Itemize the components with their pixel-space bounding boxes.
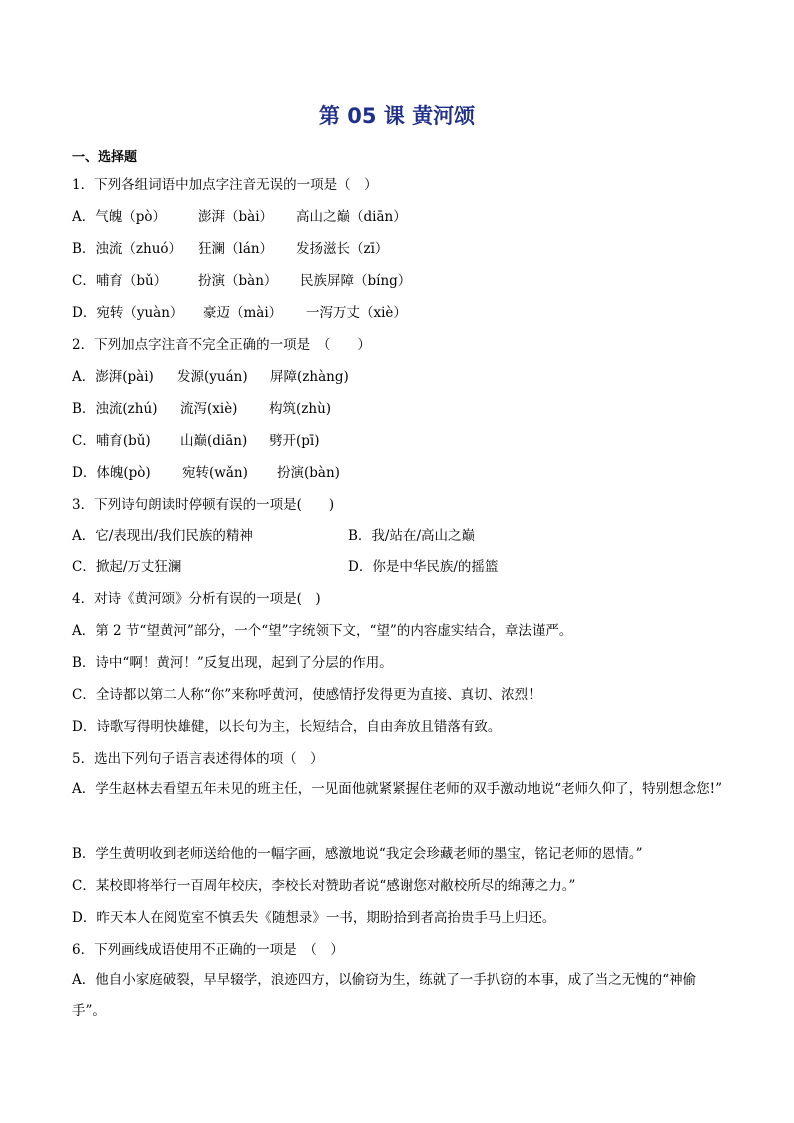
option-d-item-2: 宛转(wǎn) [182, 465, 248, 481]
option-d-item-1: D．体魄(pò) [72, 465, 151, 481]
question-5-option-d: D．昨天本人在阅览室不慎丢失《随想录》一书，期盼拾到者高抬贵手马上归还。 [72, 910, 556, 926]
section-heading: 一、选择题 [72, 150, 138, 165]
question-5-option-a: A．学生赵林去看望五年未见的班主任，一见面他就紧紧握住老师的双手激动地说“老师久仰了，特别想念您!” [72, 781, 722, 797]
question-4-stem: 4．对诗《黄河颂》分析有误的一项是( ) [72, 591, 321, 607]
question-1-stem: 1．下列各组词语中加点字注音无误的一项是（ ） [72, 177, 378, 193]
question-5-option-c: C．某校即将举行一百周年校庆，李校长对赞助者说“感谢您对敝校所尽的绵薄之力。” [72, 878, 576, 894]
question-5-stem: 5．选出下列句子语言表述得体的项（ ） [72, 751, 324, 767]
question-4-option-b: B．诗中“啊！黄河！”反复出现，起到了分层的作用。 [72, 655, 393, 671]
option-a-item-1: A．气魄（pò） [72, 209, 167, 225]
option-a-item-2: 澎湃（bài） [198, 209, 274, 225]
option-c-item-2: 山巅(diān) [180, 433, 248, 449]
question-2-stem: 2．下列加点字注音不完全正确的一项是 （ ） [72, 337, 371, 353]
question-3-row-1 [72, 527, 475, 545]
question-6-option-a: A．他自小家庭破裂，早早辍学，浪迹四方，以偷窃为生，练就了一手扒窃的本事，成了当之无愧的“神偷手”。 [72, 972, 697, 1019]
question-4-option-a: A．第 2 节“望黄河”部分，一个“望”字统领下文，“望”的内容虚实结合，章法谨严。 [72, 623, 573, 639]
question-6-stem: 6．下列画线成语使用不正确的一项是 （ ） [72, 942, 344, 958]
option-a-item-3: 屏障(zhàng) [270, 369, 349, 385]
question-4-option-d: D．诗歌写得明快雄健，以长句为主，长短结合，自由奔放且错落有致。 [72, 719, 502, 735]
option-b-item-2: 狂澜（lán） [198, 241, 274, 257]
option-a-item-1: A．澎湃(pài) [72, 369, 154, 385]
option-d-item-2: 豪迈（mài） [203, 305, 283, 321]
question-5-option-b: B．学生黄明收到老师送给他的一幅字画，感激地说“我定会珍藏老师的墨宝，铭记老师的恩情。” [72, 846, 643, 862]
option-d-item-1: D．宛转（yuàn） [72, 305, 184, 321]
option-b-item-3: 发扬滋长（zī） [296, 241, 389, 257]
option-c-item-3: 劈开(pī) [269, 433, 320, 449]
question-1-option-b [72, 240, 388, 258]
question-1-option-c [72, 272, 411, 290]
option-c-item-2: 扮演（bàn） [198, 273, 278, 289]
option-c-item-3: 民族屏障（bíng） [300, 273, 412, 289]
option-d: D．你是中华民族/的摇篮 [348, 559, 499, 575]
question-3-stem: 3．下列诗句朗读时停顿有误的一项是( ) [72, 497, 335, 513]
question-2-option-a [72, 368, 349, 386]
option-b: B．我/站在/高山之巅 [348, 528, 476, 544]
question-1-option-d [72, 304, 407, 322]
option-c-item-1: C．哺育（bǔ） [72, 273, 168, 289]
option-a-item-3: 高山之巅（diān） [296, 209, 407, 225]
question-4-option-c: C．全诗都以第二人称“你”来称呼黄河，使感情抒发得更为直接、真切、浓烈！ [72, 687, 542, 703]
question-3-row-2 [72, 558, 498, 576]
question-2-option-d [72, 464, 340, 482]
option-a: A．它/表现出/我们民族的精神 [72, 528, 253, 544]
document-title: 第 05 课 黄河颂 [318, 104, 476, 128]
question-2-option-b [72, 400, 331, 418]
question-2-option-c [72, 432, 320, 450]
option-d-item-3: 一泻万丈（xiè） [306, 305, 407, 321]
option-b-item-2: 流泻(xiè) [180, 401, 238, 417]
option-b-item-1: B．浊流（zhuó） [72, 241, 183, 257]
question-1-option-a [72, 208, 407, 226]
option-d-item-3: 扮演(bàn) [277, 465, 340, 481]
option-c-item-1: C．哺育(bǔ) [72, 433, 151, 449]
option-b-item-1: B．浊流(zhú) [72, 401, 158, 417]
option-b-item-3: 构筑(zhù) [269, 401, 332, 417]
option-a-item-2: 发源(yuán) [177, 369, 248, 385]
option-c: C．掀起/万丈狂澜 [72, 559, 182, 575]
